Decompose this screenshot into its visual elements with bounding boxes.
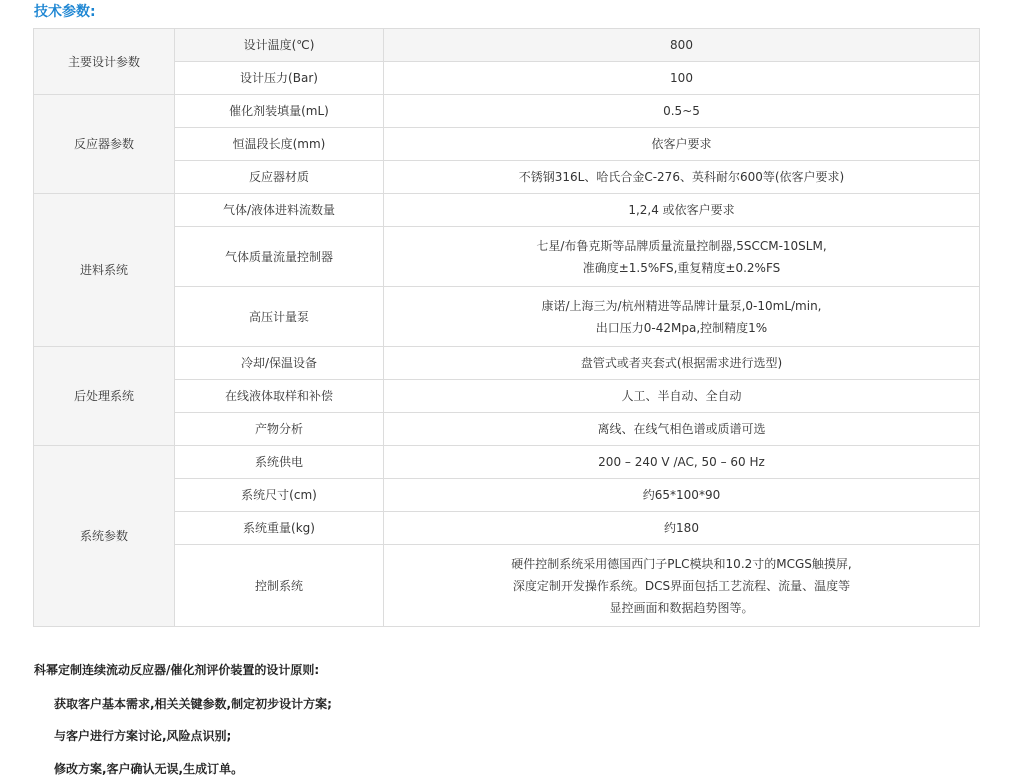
value-line: 出口压力0-42Mpa,控制精度1% xyxy=(595,320,768,335)
value-cell xyxy=(384,29,980,62)
value-cell xyxy=(384,347,980,380)
value-cell xyxy=(384,62,980,95)
category-cell: 主要设计参数 xyxy=(34,29,175,95)
value-line: 100 xyxy=(670,71,693,85)
table-row xyxy=(34,479,980,512)
category-cell: 反应器参数 xyxy=(34,95,175,194)
param-cell: 气体/液体进料流数量 xyxy=(175,194,384,227)
table-row xyxy=(34,194,980,227)
value-line: 依客户要求 xyxy=(651,137,712,151)
table-row xyxy=(34,227,980,287)
param-cell: 恒温段长度(mm) xyxy=(175,128,384,161)
value-cell xyxy=(384,95,980,128)
value-cell xyxy=(384,194,980,227)
value-line: 约65*100*90 xyxy=(642,488,721,502)
param-cell: 系统供电 xyxy=(175,446,384,479)
value-line: 人工、半自动、全自动 xyxy=(621,389,742,403)
value-cell xyxy=(384,512,980,545)
value-line: 不锈钢316L、哈氏合金C-276、英科耐尔600等(依客户要求) xyxy=(518,170,845,184)
param-cell: 设计温度(℃) xyxy=(175,29,384,62)
param-cell: 在线液体取样和补偿 xyxy=(175,380,384,413)
table-row xyxy=(34,545,980,627)
value-line: 准确度±1.5%FS,重复精度±0.2%FS xyxy=(582,260,781,275)
table-row xyxy=(34,512,980,545)
value-cell xyxy=(384,479,980,512)
param-cell: 冷却/保温设备 xyxy=(175,347,384,380)
table-row xyxy=(34,161,980,194)
param-cell: 产物分析 xyxy=(175,413,384,446)
table-row xyxy=(34,62,980,95)
table-row xyxy=(34,287,980,347)
category-cell: 后处理系统 xyxy=(34,347,175,446)
value-line: 康诺/上海三为/杭州精进等品牌计量泵,0-10mL/min, xyxy=(541,298,822,313)
value-line: 盘管式或者夹套式(根据需求进行选型) xyxy=(580,356,783,370)
table-row xyxy=(34,29,980,62)
value-cell xyxy=(384,287,980,347)
param-cell: 高压计量泵 xyxy=(175,287,384,347)
value-cell xyxy=(384,227,980,287)
param-cell: 设计压力(Bar) xyxy=(175,62,384,95)
value-line: 离线、在线气相色谱或质谱可选 xyxy=(597,422,766,436)
value-line: 800 xyxy=(670,38,693,52)
value-line: 显控画面和数据趋势图等。 xyxy=(609,600,754,615)
principles-title: 科幂定制连续流动反应器/催化剂评价装置的设计原则: xyxy=(34,663,320,677)
value-line: 硬件控制系统采用德国西门子PLC模块和10.2寸的MCGS触摸屏, xyxy=(511,556,852,571)
spec-table xyxy=(33,28,980,627)
value-cell xyxy=(384,161,980,194)
table-row xyxy=(34,347,980,380)
category-cell: 系统参数 xyxy=(34,446,175,627)
value-line: 深度定制开发操作系统。DCS界面包括工艺流程、流量、温度等 xyxy=(512,578,851,593)
param-cell: 系统尺寸(cm) xyxy=(175,479,384,512)
value-line: 约180 xyxy=(664,521,699,535)
value-cell xyxy=(384,380,980,413)
principle-step-2: 与客户进行方案讨论,风险点识别; xyxy=(54,729,232,743)
value-cell xyxy=(384,446,980,479)
value-line: 0.5~5 xyxy=(663,104,700,118)
section-title: 技术参数: xyxy=(34,4,96,20)
value-line: 200 – 240 V /AC, 50 – 60 Hz xyxy=(598,455,765,469)
table-row xyxy=(34,413,980,446)
value-cell xyxy=(384,413,980,446)
value-cell xyxy=(384,128,980,161)
param-cell: 催化剂装填量(mL) xyxy=(175,95,384,128)
value-line: 1,2,4 或依客户要求 xyxy=(628,203,735,217)
category-cell: 进料系统 xyxy=(34,194,175,347)
design-principles xyxy=(34,660,974,776)
value-line: 七星/布鲁克斯等品牌质量流量控制器,5SCCM-10SLM, xyxy=(536,238,827,253)
table-row xyxy=(34,95,980,128)
table-row xyxy=(34,380,980,413)
param-cell: 气体质量流量控制器 xyxy=(175,227,384,287)
param-cell: 反应器材质 xyxy=(175,161,384,194)
param-cell: 控制系统 xyxy=(175,545,384,627)
principle-step-3: 修改方案,客户确认无误,生成订单。 xyxy=(54,762,244,776)
table-row xyxy=(34,446,980,479)
principle-step-1: 获取客户基本需求,相关关键参数,制定初步设计方案; xyxy=(54,697,332,711)
spec-table-body xyxy=(34,29,980,627)
param-cell: 系统重量(kg) xyxy=(175,512,384,545)
value-cell xyxy=(384,545,980,627)
table-row xyxy=(34,128,980,161)
